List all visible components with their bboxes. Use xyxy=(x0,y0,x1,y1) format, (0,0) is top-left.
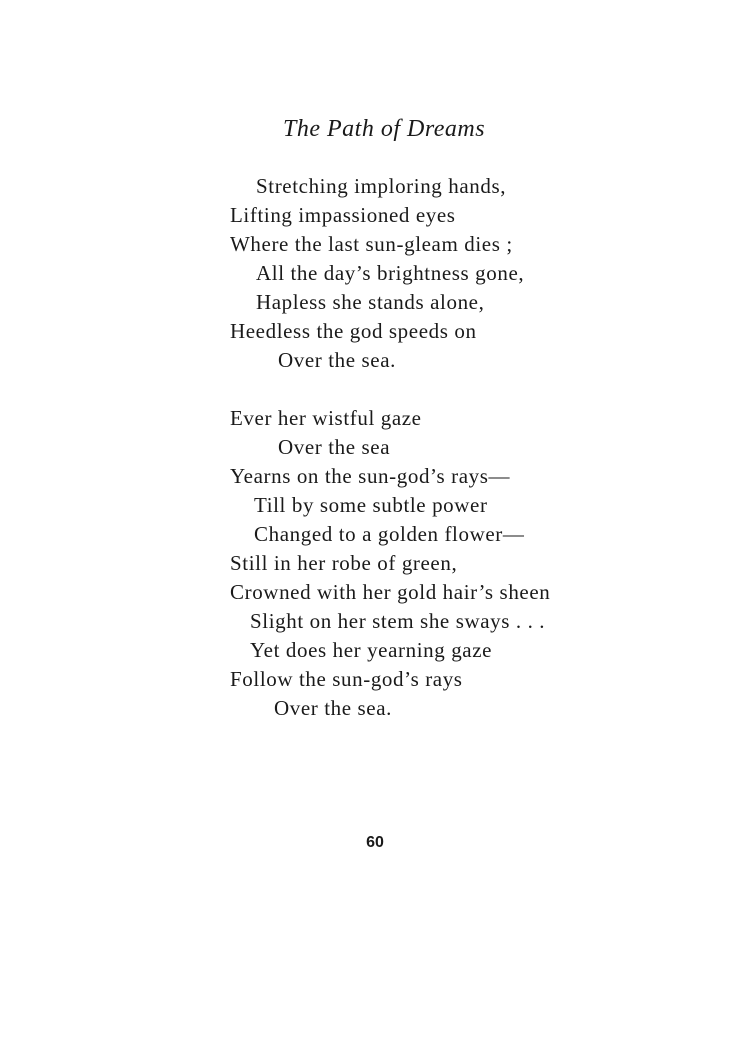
poem-line: Yearns on the sun-god’s rays— xyxy=(230,464,511,488)
poem-line: Changed to a golden flower— xyxy=(254,522,525,546)
poem-line: Over the sea. xyxy=(274,696,392,720)
poem-line: All the day’s brightness gone, xyxy=(256,261,525,285)
poem-line: Till by some subtle power xyxy=(254,493,488,517)
stanza-2 xyxy=(230,404,550,723)
poem-line: Heedless the god speeds on xyxy=(230,319,477,343)
poem-line: Slight on her stem she sways . . . xyxy=(250,609,546,633)
stanza-1 xyxy=(230,172,524,375)
poem-line: Yet does her yearning gaze xyxy=(250,638,493,662)
poem-line: Lifting impassioned eyes xyxy=(230,203,456,227)
page-title: The Path of Dreams xyxy=(283,116,486,142)
poem-line: Still in her robe of green, xyxy=(230,551,458,575)
poem-line: Crowned with her gold hair’s sheen xyxy=(230,580,551,604)
page-number: 60 xyxy=(366,834,384,851)
poem-line: Stretching imploring hands, xyxy=(256,174,507,198)
poem-line: Hapless she stands alone, xyxy=(256,290,485,314)
poem-line: Where the last sun-gleam dies ; xyxy=(230,232,513,256)
poem-line: Over the sea. xyxy=(278,348,396,372)
poem-line: Follow the sun-god’s rays xyxy=(230,667,463,691)
poem-line: Ever her wistful gaze xyxy=(230,406,422,430)
poem-line: Over the sea xyxy=(278,435,391,459)
